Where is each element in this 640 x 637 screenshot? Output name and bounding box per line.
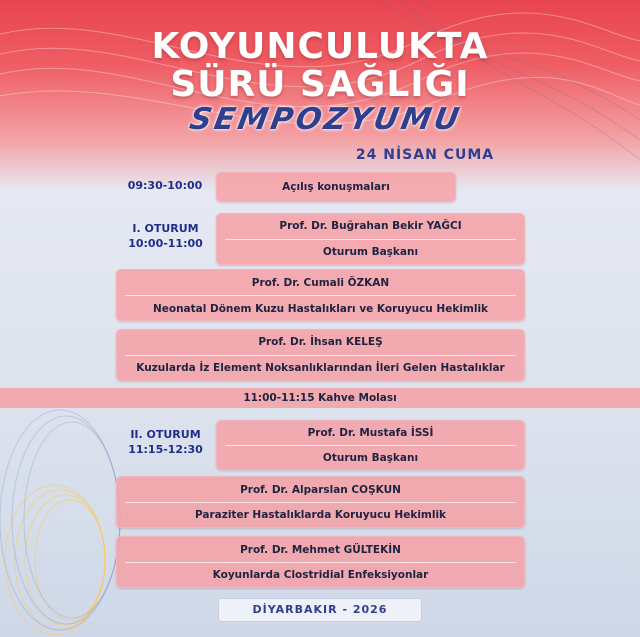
session1-chair-box <box>216 213 525 265</box>
title-line-1: KOYUNCULUKTA <box>151 26 489 67</box>
divider <box>225 445 516 446</box>
talk-topic: Kuzularda İz Element Noksanlıklarından İleri Gelen Hastalıklar <box>136 362 505 374</box>
title-line-2: SÜRÜ SAĞLIĞI <box>170 64 470 105</box>
talk-topic: Koyunlarda Clostridial Enfeksiyonlar <box>212 569 429 581</box>
talk-box <box>116 536 525 588</box>
talk-speaker: Prof. Dr. Mehmet GÜLTEKİN <box>240 544 401 556</box>
talk-speaker: Prof. Dr. İhsan KELEŞ <box>258 336 383 348</box>
talk-topic: Paraziter Hastalıklarda Koruyucu Hekimlik <box>194 509 447 521</box>
divider <box>125 295 516 296</box>
session1-time: 10:00-11:00 <box>128 237 203 250</box>
title-line-3: SEMPOZYUMU <box>186 102 465 137</box>
opening-time: 09:30-10:00 <box>127 179 203 192</box>
talk-box <box>116 269 525 321</box>
footer-location-year: DİYARBAKIR - 2026 <box>218 598 422 622</box>
event-date: 24 NİSAN CUMA <box>355 147 495 163</box>
session1-chair-role: Oturum Başkanı <box>322 246 419 258</box>
session2-label: II. OTURUM <box>130 428 201 441</box>
opening-text: Açılış konuşmaları <box>282 181 390 193</box>
talk-box <box>116 329 525 381</box>
session2-time: 11:15-12:30 <box>128 443 203 456</box>
talk-topic: Neonatal Dönem Kuzu Hastalıkları ve Koruyucu Hekimlik <box>152 303 489 315</box>
divider <box>225 239 516 240</box>
session2-chair-box <box>216 420 525 470</box>
divider <box>125 562 516 563</box>
talk-speaker: Prof. Dr. Alparslan COŞKUN <box>240 484 401 496</box>
coffee-break-bar <box>0 388 640 408</box>
coffee-break-text: 11:00-11:15 Kahve Molası <box>243 392 397 404</box>
session2-chair-name: Prof. Dr. Mustafa İSSİ <box>307 427 434 439</box>
session1-chair-name: Prof. Dr. Buğrahan Bekir YAĞCI <box>279 220 462 232</box>
opening-box <box>216 172 456 202</box>
session2-chair-role: Oturum Başkanı <box>322 452 419 464</box>
session1-label: I. OTURUM <box>132 222 199 235</box>
talk-box <box>116 476 525 528</box>
talk-speaker: Prof. Dr. Cumali ÖZKAN <box>251 277 390 289</box>
divider <box>125 355 516 356</box>
divider <box>125 502 516 503</box>
